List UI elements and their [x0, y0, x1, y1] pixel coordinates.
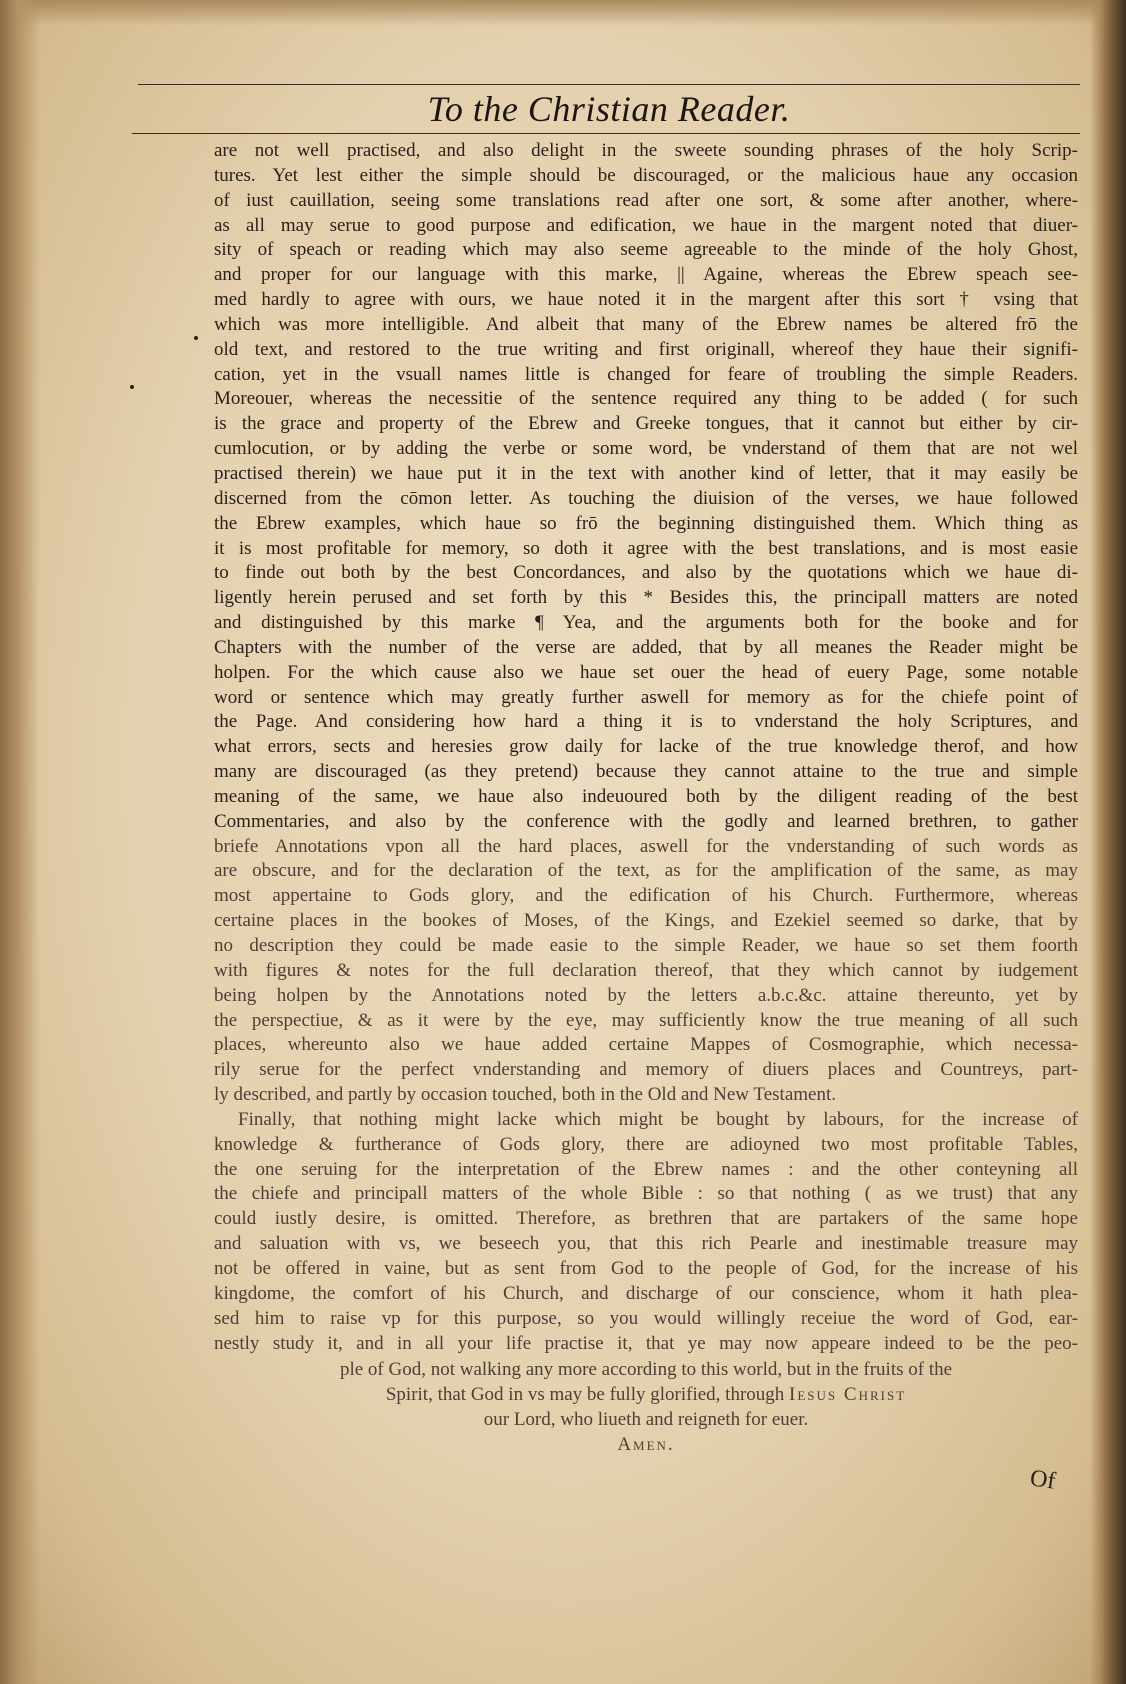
text-line: being holpen by the Annotations noted by the letters a.b.c.&c. attaine thereunto, yet by: [214, 984, 1078, 1006]
text-line: the chiefe and principall matters of the whole Bible : so that nothing ( as we trust) that any: [214, 1183, 1078, 1205]
text-line: many are discouraged (as they pretend) because they cannot attaine to the true and simple: [214, 761, 1078, 783]
text-line: the Ebrew examples, which haue so frō the beginning distinguished them. Which thing as: [214, 512, 1078, 534]
text-line: briefe Annotations vpon all the hard places, aswell for the vnderstanding of such words as: [214, 835, 1078, 857]
closing-line-text: Spirit, that God in vs may be fully glorified, through: [385, 1384, 785, 1406]
text-line: old text, and restored to the true writing and first originall, whereof they haue their signifi-: [214, 338, 1078, 360]
page-top-shadow: [0, 0, 1126, 26]
catchword: Of: [1028, 1465, 1058, 1495]
closing-line: [214, 1383, 1078, 1408]
text-line: rily serue for the perfect vnderstanding and memory of diuers places and Countreys, part-: [214, 1059, 1078, 1081]
text-line: and saluation with vs, we beseech you, that this rich Pearle and inestimable treasure may: [214, 1233, 1078, 1255]
text-line: the one seruing for the interpretation of the Ebrew names : and the other conteyning all: [214, 1158, 1078, 1180]
text-line: tures. Yet lest either the simple should be discouraged, or the malicious haue any occasion: [214, 164, 1078, 186]
text-line: what errors, sects and heresies grow daily for lacke of the true knowledge therof, and how: [214, 736, 1078, 758]
text-line: is the grace and property of the Ebrew and Greeke tongues, that it cannot but either by cir-: [214, 413, 1078, 435]
closing-name: Iesus Christ: [789, 1384, 907, 1406]
text-line: Chapters with the number of the verse are added, that by all meanes the Reader might be: [214, 636, 1078, 658]
margin-mark: [194, 336, 198, 340]
text-line: certaine places in the bookes of Moses, of the Kings, and Ezekiel seemed so darke, that by: [214, 910, 1078, 932]
text-line: Commentaries, and also by the conference with the godly and learned brethren, to gather: [214, 810, 1078, 832]
text-line: kingdome, the comfort of his Church, and discharge of our conscience, whom it hath plea-: [214, 1282, 1078, 1304]
text-line: discerned from the cōmon letter. As touching the diuision of the verses, we haue followed: [214, 487, 1078, 509]
text-line: as all may serue to good purpose and edification, we haue in the margent noted that diuer-: [214, 214, 1078, 236]
text-line: Moreouer, whereas the necessitie of the sentence required any thing to be added ( for such: [214, 388, 1078, 410]
text-line: with figures & notes for the full declaration thereof, that they which cannot by iudgement: [214, 959, 1078, 981]
text-line: no description they could be made easie to the simple Reader, we haue so set them foorth: [214, 935, 1078, 956]
text-line: ly described, and partly by occasion touched, both in the Old and New Testament.: [214, 1084, 836, 1106]
text-line: Finally, that nothing might lacke which might be bought by labours, for the increase of: [238, 1108, 1078, 1130]
text-line: cation, yet in the vsuall names little is changed for feare of troubling the simple Readers.: [214, 363, 1078, 385]
text-line: are not well practised, and also delight in the sweete sounding phrases of the holy Scrip-: [214, 140, 1078, 161]
text-line: nestly study it, and in all your life practise it, that ye may now appeare indeed to be the peo-: [214, 1332, 1078, 1354]
text-line: could iustly desire, is omitted. Therefore, as brethren that are partakers of the same hope: [214, 1208, 1078, 1230]
text-line: ligently herein perused and set forth by this * Besides this, the principall matters are noted: [214, 587, 1078, 609]
text-line: and proper for our language with this marke, || Againe, whereas the Ebrew speach see-: [214, 264, 1078, 286]
text-line: cumlocution, or by adding the verbe or some word, be vnderstand of them that are not wel: [214, 438, 1078, 460]
text-line: med hardly to agree with ours, we haue noted it in the margent after this sort † vsing that: [214, 289, 1078, 311]
text-line: not be offered in vaine, but as sent from God to the people of God, for the increase of his: [214, 1257, 1078, 1279]
header-rule-bottom: [132, 133, 1080, 134]
closing-line: ple of God, not walking any more according to this world, but in the fruits of the: [339, 1359, 953, 1381]
paragraph-finally: [214, 1108, 1078, 1356]
text-line: of iust cauillation, seeing some translations read after one sort, & some after another, where-: [214, 189, 1078, 211]
page-left-edge: [0, 0, 40, 1684]
text-line: places, whereunto also we haue added certaine Mappes of Cosmographie, which necessa-: [214, 1034, 1078, 1056]
text-line: the Page. And considering how hard a thing it is to vnderstand the holy Scriptures, and: [214, 711, 1078, 733]
text-line: word or sentence which may greatly further aswell for memory as for the chiefe point of: [214, 686, 1078, 708]
closing-line: our Lord, who liueth and reigneth for euer.: [483, 1409, 809, 1431]
text-line: knowledge & furtherance of Gods glory, there are adioyned two most profitable Tables,: [214, 1133, 1078, 1155]
page-binding-edge: [1090, 0, 1126, 1684]
paragraph-translation-notes: [214, 139, 1078, 1108]
text-line: it is most profitable for memory, so doth it agree with the best translations, and is most easie: [214, 537, 1078, 559]
text-line: are obscure, and for the declaration of the text, as for the amplification of the same, as may: [214, 860, 1078, 882]
text-line: sed him to raise vp for this purpose, so you would willingly receiue the word of God, ear-: [214, 1307, 1078, 1329]
text-line: which was more intelligible. And albeit that many of the Ebrew names be altered frō the: [214, 313, 1078, 335]
text-line: meaning of the same, we haue also indeuoured both by the diligent reading of the best: [214, 785, 1078, 807]
amen: Amen.: [617, 1433, 675, 1455]
text-line: to finde out both by the best Concordances, and also by the quotations which we haue di-: [214, 562, 1078, 584]
main-text-block: [214, 139, 1078, 1458]
text-line: the perspectiue, & as it were by the eye, may sufficiently know the true meaning of all such: [214, 1009, 1078, 1031]
text-line: sity of speach or reading which may also seeme agreeable to the minde of the holy Ghost,: [214, 239, 1078, 261]
text-line: most appertaine to Gods glory, and the edification of his Church. Furthermore, whereas: [214, 885, 1078, 907]
running-title: To the Christian Reader.: [427, 88, 791, 129]
closing-block: [214, 1356, 1078, 1457]
margin-mark: [130, 385, 134, 389]
text-line: holpen. For the which cause also we haue set ouer the head of euery Page, some notable: [214, 661, 1078, 683]
text-line: and distinguished by this marke ¶ Yea, and the arguments both for the booke and for: [214, 612, 1078, 634]
text-line: practised therein) we haue put it in the text with another kind of letter, that it may easily be: [214, 462, 1078, 484]
